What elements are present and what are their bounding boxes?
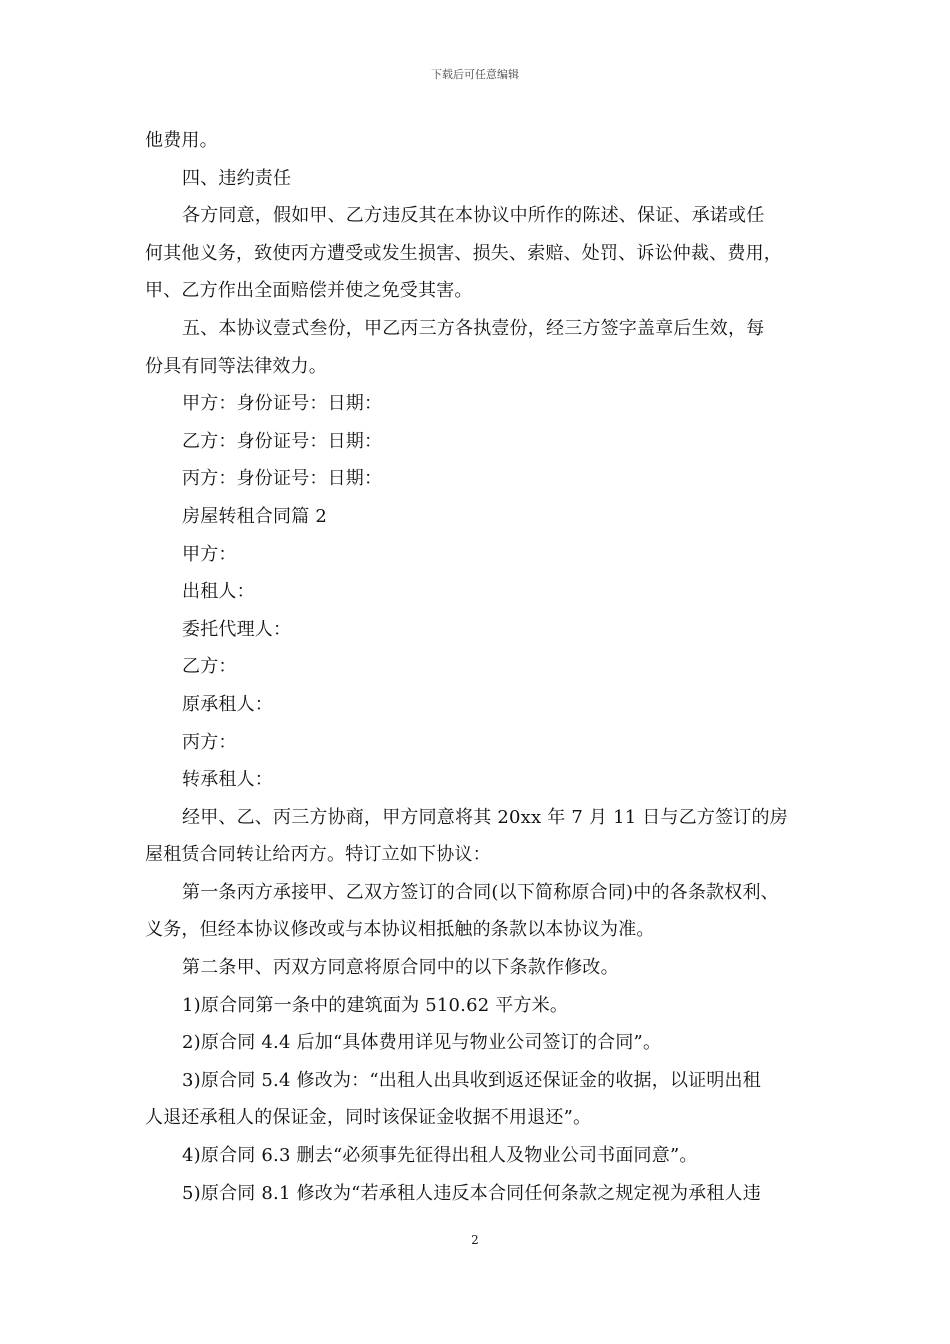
text-line: 第二条甲、丙双方同意将原合同中的以下条款作修改。 — [182, 957, 619, 979]
text-line: 1)原合同第一条中的建筑面为 510.62 平方米。 — [182, 994, 569, 1016]
text-line: 丙方： — [182, 731, 237, 753]
document-body — [145, 122, 815, 1212]
text-line: 义务，但经本协议修改或与本协议相抵触的条款以本协议为准。 — [145, 919, 655, 941]
page-number: 2 — [471, 1233, 479, 1247]
text-line: 甲、乙方作出全面赔偿并使之免受其害。 — [145, 280, 473, 302]
text-line: 五、本协议壹式叁份，甲乙丙三方各执壹份，经三方签字盖章后生效，每 — [182, 317, 765, 339]
page-header: 下载后可任意编辑 — [431, 68, 519, 81]
text-line: 委托代理人： — [182, 618, 292, 640]
text-line: 人退还承租人的保证金，同时该保证金收据不用退还”。 — [145, 1107, 592, 1129]
text-line: 何其他义务，致使丙方遭受或发生损害、损失、索赔、处罚、诉讼仲裁、费用， — [145, 242, 782, 264]
text-line: 出租人： — [182, 581, 255, 603]
text-line: 乙方： — [182, 656, 237, 678]
text-line: 乙方：身份证号：日期： — [182, 430, 383, 452]
text-line: 房屋转租合同篇 2 — [182, 505, 327, 527]
text-line: 他费用。 — [145, 130, 218, 151]
text-line: 2)原合同 4.4 后加“具体费用详见与物业公司签订的合同”。 — [182, 1032, 662, 1054]
text-line: 各方同意，假如甲、乙方违反其在本协议中所作的陈述、保证、承诺或任 — [182, 205, 765, 227]
text-line: 屋租赁合同转让给丙方。特订立如下协议： — [145, 844, 491, 866]
text-line: 5)原合同 8.1 修改为“若承租人违反本合同任何条款之规定视为承租人违 — [182, 1182, 761, 1204]
text-line: 甲方： — [182, 543, 237, 565]
text-line: 甲方：身份证号：日期： — [182, 393, 383, 415]
text-line: 原承租人： — [182, 693, 273, 715]
text-line: 4)原合同 6.3 删去“必须事先征得出租人及物业公司书面同意”。 — [182, 1145, 698, 1167]
text-line: 份具有同等法律效力。 — [145, 355, 327, 377]
text-line: 四、违约责任 — [182, 167, 292, 189]
text-line: 第一条丙方承接甲、乙双方签订的合同(以下简称原合同)中的各条款权利、 — [182, 881, 779, 903]
text-line: 丙方：身份证号：日期： — [182, 468, 383, 490]
text-line: 3)原合同 5.4 修改为：“出租人出具收到返还保证金的收据，以证明出租 — [182, 1069, 761, 1091]
text-line: 经甲、乙、丙三方协商，甲方同意将其 20xx 年 7 月 11 日与乙方签订的房 — [182, 806, 788, 828]
text-line: 转承租人： — [182, 769, 273, 791]
